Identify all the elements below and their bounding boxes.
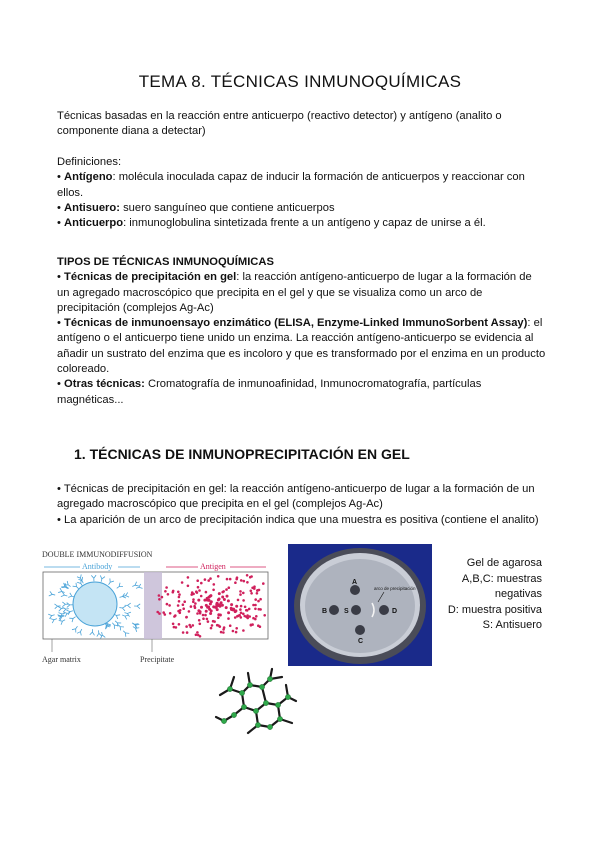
svg-text:A: A xyxy=(352,579,358,586)
well-s xyxy=(351,605,361,615)
definition-item: • Antisuero: suero sanguíneo que contiene anticuerpos xyxy=(57,201,335,214)
section1-bullets xyxy=(57,482,547,528)
page-title: TEMA 8. TÉCNICAS INMUNOQUÍMICAS xyxy=(138,72,462,91)
intro-paragraph: Técnicas basadas en la reacción entre anticuerpo (reactivo detector) y antígeno (analito o componente diana a detectar) xyxy=(57,110,502,138)
definitions-heading: Definiciones: xyxy=(57,156,122,168)
antigen-label: Antigen xyxy=(200,562,226,571)
antibody-label: Antibody xyxy=(82,562,113,571)
svg-text:B: B xyxy=(322,608,328,615)
well-b xyxy=(329,605,339,615)
double-immunodiffusion-figure xyxy=(40,548,280,664)
definition-term: Anticuerpo xyxy=(64,217,124,230)
types-heading: TIPOS DE TÉCNICAS INMUNOQUÍMICAS xyxy=(57,256,274,268)
well-a xyxy=(350,585,360,595)
definitions-section xyxy=(57,155,547,231)
precipitate-band xyxy=(144,572,162,639)
agarose-plate-photo xyxy=(288,544,432,666)
type-term: Técnicas de inmunoensayo enzimático (ELISA, Enzyme-Linked ImmunoSorbent Assay) xyxy=(64,317,528,330)
figure-caption: Gel de agarosa A,B,C: muestras negativas D: muestra positiva S: Antisuero xyxy=(447,557,542,632)
agar-matrix-label: Agar matrix xyxy=(42,655,81,664)
diffusion-title: DOUBLE IMMUNODIFFUSION xyxy=(42,550,153,559)
antibody-well xyxy=(73,582,117,626)
types-section xyxy=(57,255,547,408)
definition-term: Antisuero: xyxy=(64,201,120,214)
definition-term: Antígeno xyxy=(64,171,113,184)
type-item: • Técnicas de inmunoensayo enzimático (ELISA, Enzyme-Linked ImmunoSorbent Assay): el antígeno o el anticuerpo tiene unido un enzima. La reacción antígeno-anticuerpo se evidencia al añadir un sustrato del enzima que es incoloro y que es transformado por el enzima en un producto coloreado. xyxy=(57,317,546,376)
definition-item: • Antígeno: molécula inoculada capaz de inducir la formación de anticuerpos y reaccionar con ellos. xyxy=(57,171,525,199)
section-heading: 1. TÉCNICAS DE INMUNOPRECIPITACIÓN EN GEL xyxy=(74,446,410,462)
precipitate-label: Precipitate xyxy=(140,655,175,664)
type-item: • Otras técnicas: Cromatografía de inmunoafinidad, Inmunocromatografía, partículas magnéticas... xyxy=(57,378,482,406)
section1-bullet: • Técnicas de precipitación en gel: la reacción antígeno-anticuerpo de lugar a la formación de un agregado macroscópico que precipita en el gel (complejos Ag-Ac) xyxy=(57,483,535,511)
section1-bullet: • La aparición de un arco de precipitación indica que una muestra es positiva (contiene el analito) xyxy=(57,513,539,526)
type-term: Otras técnicas: xyxy=(64,378,145,391)
definition-item: • Anticuerpo: inmunoglobulina sintetizada frente a un antígeno y capaz de unirse a él. xyxy=(57,217,486,230)
type-item: • Técnicas de precipitación en gel: la reacción antígeno-anticuerpo de lugar a la formación de un agregado macroscópico que precipita en el gel y que se visualiza como un arco de precipitación (complejos Ag-Ac) xyxy=(57,271,532,314)
type-term: Técnicas de precipitación en gel xyxy=(64,271,237,284)
svg-text:C: C xyxy=(358,638,364,645)
well-d xyxy=(379,605,389,615)
svg-text:D: D xyxy=(392,608,398,615)
arc-label: arco de precipitación xyxy=(374,586,416,591)
immune-complex-lattice xyxy=(212,667,302,739)
svg-text:S: S xyxy=(344,608,349,615)
well-c xyxy=(355,625,365,635)
